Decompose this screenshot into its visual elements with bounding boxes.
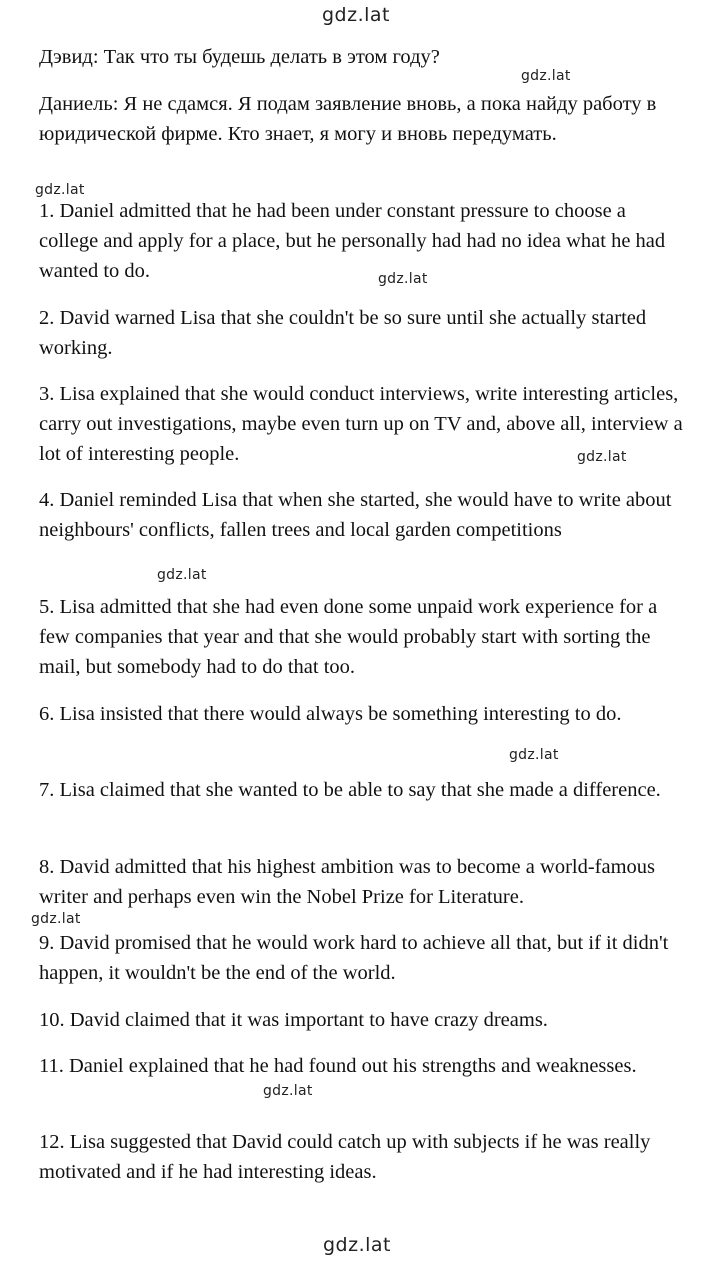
answer-item-6: 6. Lisa insisted that there would always be something interesting to do. xyxy=(39,703,622,725)
answer-item-8: 8. David admitted that his highest ambition was to become a world-famous writer and perhaps even win the Nobel Prize for Literature. xyxy=(39,856,656,908)
answer-item-7: 7. Lisa claimed that she wanted to be able to say that she made a difference. xyxy=(39,779,661,801)
answer-item-1: 1. Daniel admitted that he had been under constant pressure to choose a college and apply for a place, but he personally had had no idea what he had wanted to do. xyxy=(39,200,666,282)
answer-item-4: 4. Daniel reminded Lisa that when she started, she would have to write about neighbours' conflicts, fallen trees and local garden competitions xyxy=(39,489,672,541)
watermark: gdz.lat xyxy=(378,271,428,287)
answer-item-11: 11. Daniel explained that he had found out his strengths and weaknesses. xyxy=(39,1055,637,1077)
watermark: gdz.lat xyxy=(31,911,81,927)
watermark-top: gdz.lat xyxy=(322,4,391,26)
answer-item-12: 12. Lisa suggested that David could catch up with subjects if he was really motivated and if he had interesting ideas. xyxy=(39,1131,651,1183)
watermark: gdz.lat xyxy=(35,182,85,198)
watermark: gdz.lat xyxy=(263,1083,313,1099)
answer-item-9: 9. David promised that he would work hard to achieve all that, but if it didn't happen, it wouldn't be the end of the world. xyxy=(39,932,669,984)
answer-item-3: 3. Lisa explained that she would conduct interviews, write interesting articles, carry out investigations, maybe even turn up on TV and, above all, interview a lot of interesting people. xyxy=(39,383,683,465)
watermark-bottom: gdz.lat xyxy=(323,1234,392,1256)
watermark: gdz.lat xyxy=(521,68,571,84)
answer-item-2: 2. David warned Lisa that she couldn't be so sure until she actually started working. xyxy=(39,307,647,359)
watermark: gdz.lat xyxy=(157,567,207,583)
answer-item-5: 5. Lisa admitted that she had even done some unpaid work experience for a few companies that year and that she would probably start with sorting the mail, but somebody had to do that too. xyxy=(39,596,658,678)
watermark: gdz.lat xyxy=(509,747,559,763)
paragraph-daniel-answer: Даниель: Я не сдамся. Я подам заявление вновь, а пока найду работу в юридической фирме. Кто знает, я могу и вновь передумать. xyxy=(39,93,657,145)
paragraph-david-question: Дэвид: Так что ты будешь делать в этом году? xyxy=(39,46,440,68)
watermark: gdz.lat xyxy=(577,449,627,465)
answer-item-10: 10. David claimed that it was important to have crazy dreams. xyxy=(39,1009,548,1031)
